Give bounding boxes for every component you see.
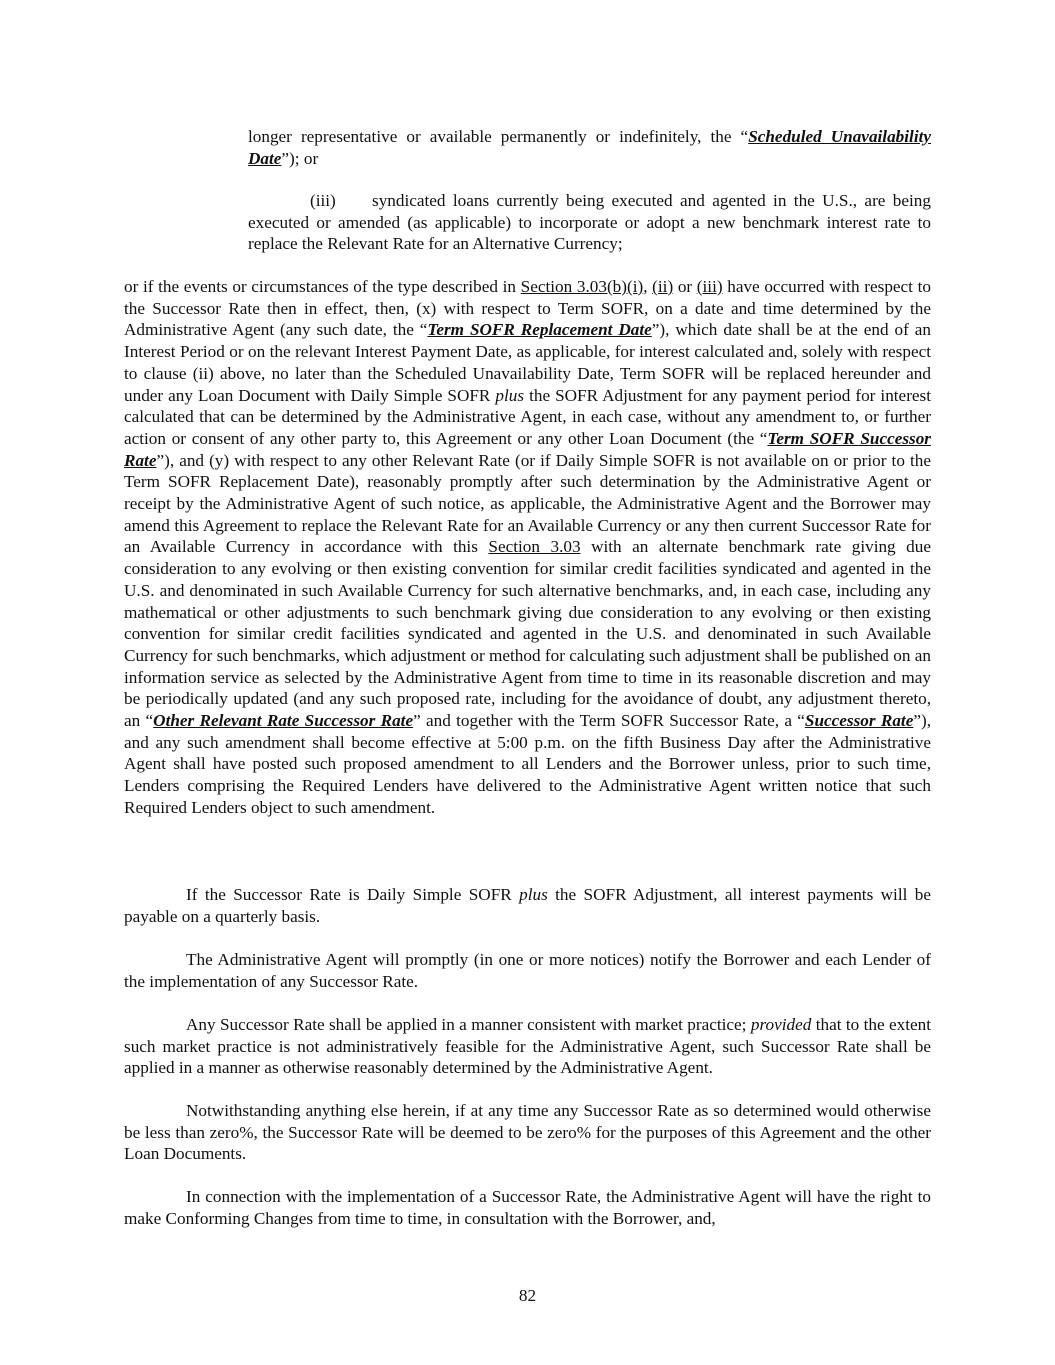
paragraph-conforming-changes: In connection with the implementation of a Successor Rate, the Administrative Agent will have the right to make Conforming Changes from time to time, in consultation with the Borrower, and,	[124, 1187, 931, 1228]
defined-term-successor-rate: Successor Rate	[804, 711, 914, 731]
section-reference-3-03-b-i: Section 3.03(b)(i)	[520, 277, 644, 296]
section-reference-3-03: Section 3.03	[488, 537, 581, 557]
clause-iii: (iii) syndicated loans currently being executed and agented in the U.S., are being executed or amended (as applicable) to incorporate or adopt a new benchmark interest rate to replace the Relevant Rate for an Alternative Currency;	[248, 191, 931, 254]
defined-term-other-relevant-rate-successor-rate: Other Relevant Rate Successor Rate	[153, 711, 414, 731]
section-reference-ii: (ii)	[652, 277, 674, 296]
defined-term-term-sofr-replacement-date: Term SOFR Replacement Date	[427, 320, 652, 340]
paragraph-scheduled-unavailability: longer representative or available permanently or indefinitely, the “Scheduled Unavailability Date”); or	[248, 127, 932, 168]
defined-term-term-sofr-successor-rate: Term SOFR Successor Rate	[124, 428, 931, 470]
paragraph-market-practice: Any Successor Rate shall be applied in a manner consistent with market practice; provided that to the extent such market practice is not administratively feasible for the Administrative Agent, such Successor Rate shall be applied in a manner as otherwise reasonably determined by the Administrative Agent.	[124, 1015, 931, 1078]
page-number: 82	[518, 1286, 537, 1305]
paragraph-successor-rate-main: or if the events or circumstances of the type described in Section 3.03(b)(i), (ii) or (iii) have occurred with respect to the Successor Rate then in effect, then, (x) with respect to Term SOFR, on a date and time determined by the Administrative Agent (any such date, the “Term SOFR Replacement Date”), which date shall be at the end of an Interest Period or on the relevant Interest Payment Date, as applicable, for interest calculated and, solely with respect to clause (ii) above, no later than the Scheduled Unavailability Date, Term SOFR will be replaced hereunder and under any Loan Document with Daily Simple SOFR plus the SOFR Adjustment for any payment period for interest calculated that can be determined by the Administrative Agent, in each case, without any amendment to, or further action or consent of any other party to, this Agreement or any other Loan Document (the “Term SOFR Successor Rate”), and (y) with respect to any other Relevant Rate (or if Daily Simple SOFR is not available on or prior to the Term SOFR Replacement Date), reasonably promptly after such determination by the Administrative Agent or receipt by the Administrative Agent of such notice, as applicable, the Administrative Agent and the Borrower may amend this Agreement to replace the Relevant Rate for an Available Currency or any then current Successor Rate for an Available Currency in accordance with this Section 3.03 with an alternate benchmark rate giving due consideration to any evolving or then existing convention for similar credit facilities syndicated and agented in the U.S. and denominated in such Available Currency for such alternative benchmarks, and, in each case, including any mathematical or other adjustments to such benchmark giving due consideration to any evolving or then existing convention for similar credit facilities syndicated and agented in the U.S. and denominated in such Available Currency for such benchmarks, which adjustment or method for calculating such adjustment shall be published on an information service as selected by the Administrative Agent from time to time in its reasonable discretion and may be periodically updated (and any such proposed rate, including for the avoidance of doubt, any adjustment thereto, an “Other Relevant Rate Successor Rate” and together with the Term SOFR Successor Rate, a “Successor Rate”), and any such amendment shall become effective at 5:00 p.m. on the fifth Business Day after the Administrative Agent shall have posted such proposed amendment to all Lenders and the Borrower unless, prior to such time, Lenders comprising the Required Lenders have delivered to the Administrative Agent written notice that such Required Lenders object to such amendment.	[124, 277, 932, 817]
paragraph-quarterly-payments: If the Successor Rate is Daily Simple SOFR plus the SOFR Adjustment, all interest payments will be payable on a quarterly basis.	[124, 885, 931, 926]
defined-term-scheduled-unavailability-date: Scheduled Unavailability Date	[248, 127, 932, 168]
paragraph-zero-floor: Notwithstanding anything else herein, if at any time any Successor Rate as so determined would otherwise be less than zero%, the Successor Rate will be deemed to be zero% for the purposes of this Agreement and the other Loan Documents.	[124, 1101, 931, 1164]
paragraph-notify-implementation: The Administrative Agent will promptly (in one or more notices) notify the Borrower and each Lender of the implementation of any Successor Rate.	[124, 950, 931, 991]
clause-label: (iii)	[310, 191, 336, 210]
section-reference-iii: (iii)	[696, 277, 723, 296]
